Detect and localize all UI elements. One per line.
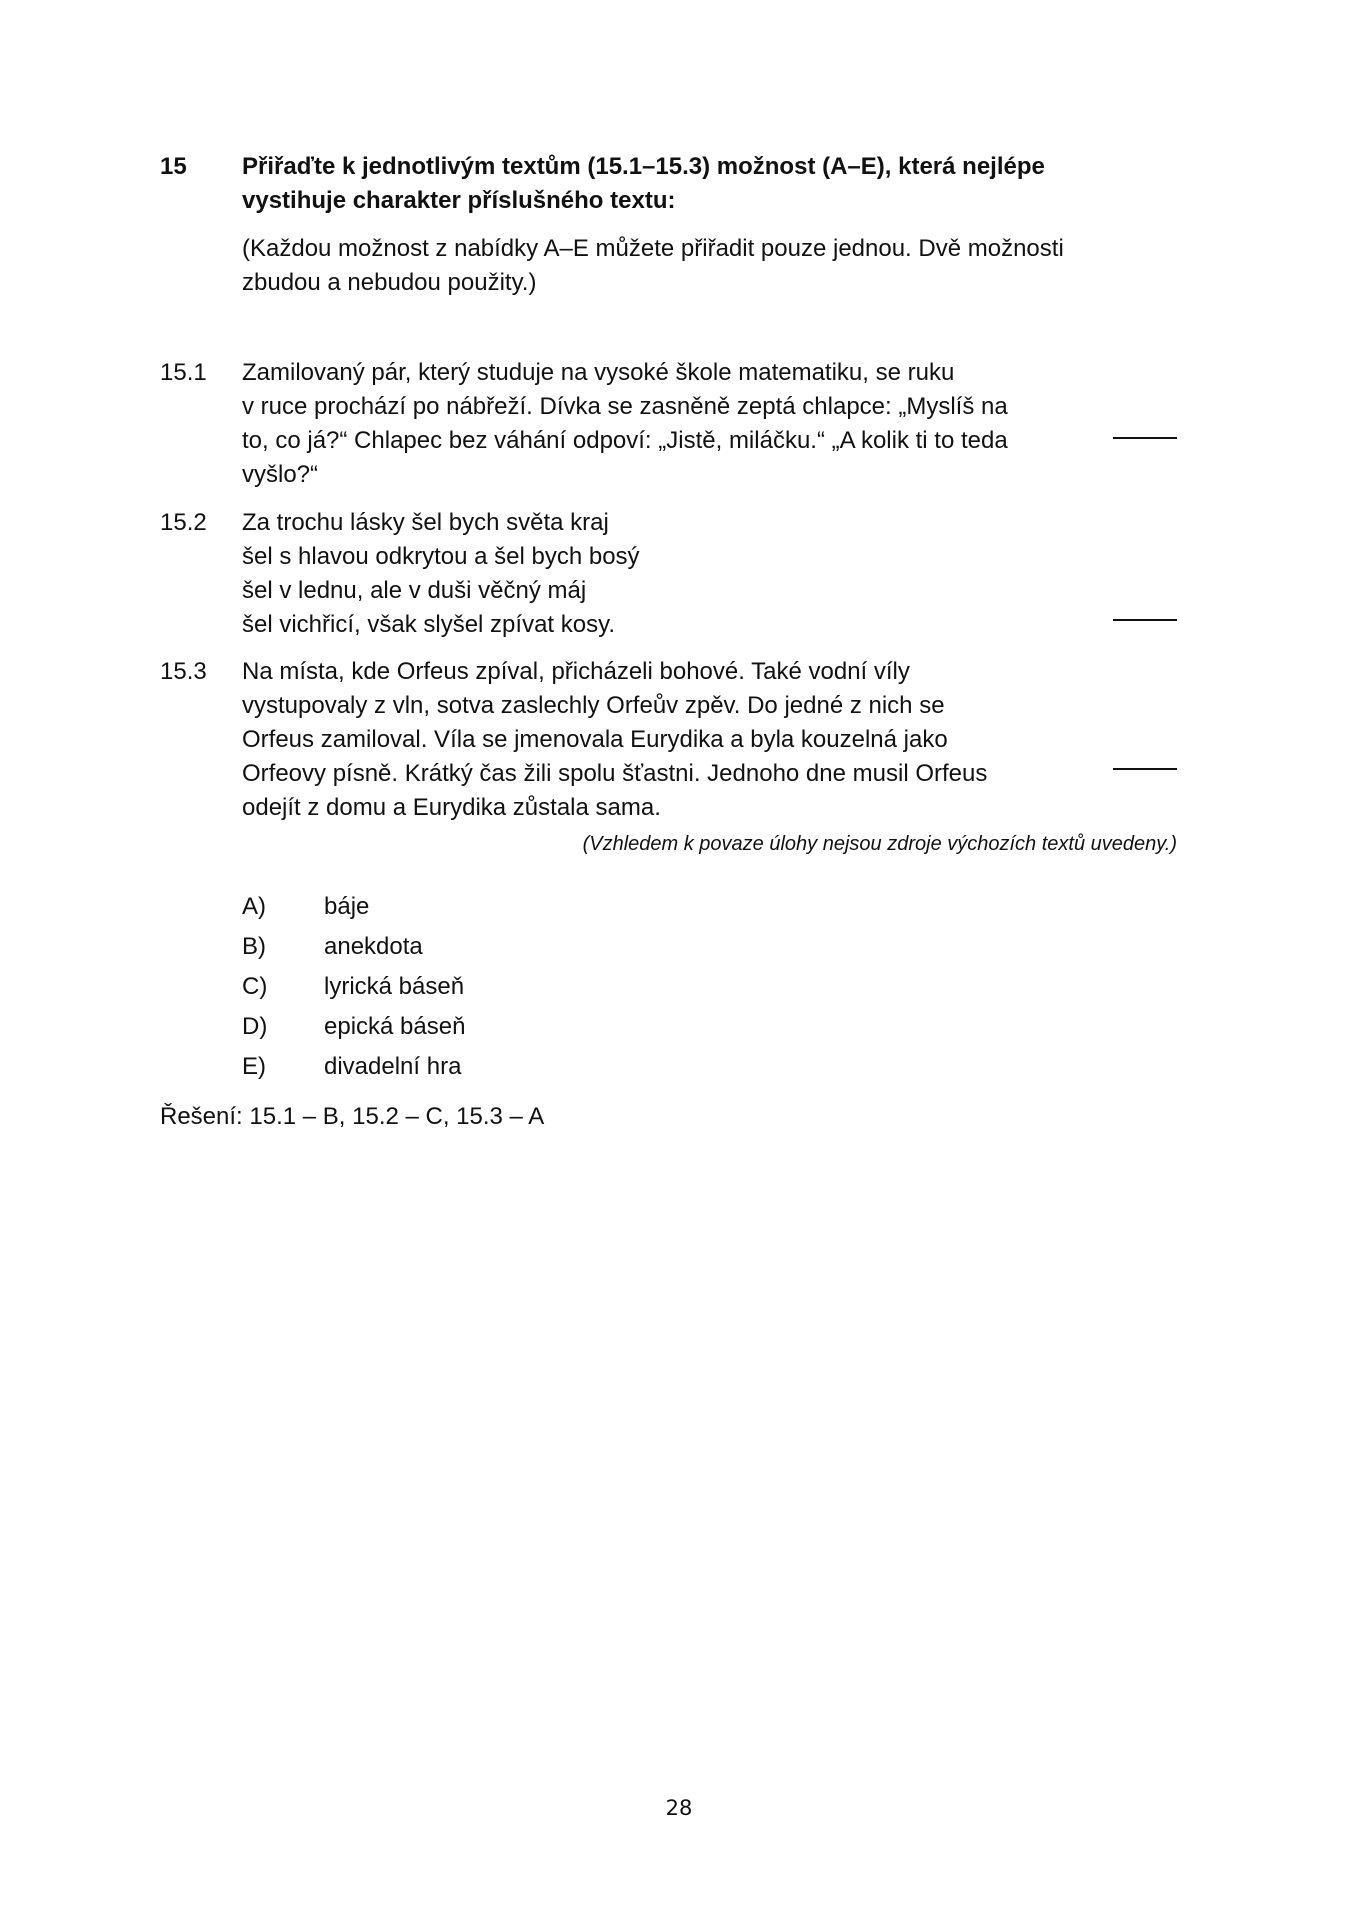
text-line: odejít z domu a Eurydika zůstala sama.	[242, 794, 661, 821]
text-line: vystupovaly z vln, sotva zaslechly Orfeův zpěv. Do jedné z nich se	[242, 692, 945, 719]
item-text	[242, 506, 1072, 642]
text-line: Orfeus zamiloval. Víla se jmenovala Eurydika a byla kouzelná jako	[242, 726, 948, 753]
option-label: divadelní hra	[324, 1053, 462, 1080]
text-line: Za trochu lásky šel bych světa kraj	[242, 509, 609, 536]
option-label: anekdota	[324, 933, 423, 960]
text-line: Orfeovy písně. Krátký čas žili spolu šťastni. Jednoho dne musil Orfeus	[242, 760, 988, 787]
answer-blank-15-1[interactable]	[1113, 437, 1177, 439]
task-note: (Každou možnost z nabídky A–E můžete přiřadit pouze jednou. Dvě možnosti zbudou a nebudou použity.)	[242, 235, 1064, 296]
option-e	[242, 1050, 742, 1090]
page-number: 28	[665, 1796, 693, 1820]
option-b	[242, 930, 742, 970]
text-line: v ruce prochází po nábřeží. Dívka se zasněně zeptá chlapce: „Myslíš na	[242, 393, 1008, 420]
item-text	[242, 655, 1072, 825]
option-letter: D)	[242, 1013, 268, 1040]
item-number: 15.1	[160, 359, 207, 386]
option-d	[242, 1010, 742, 1050]
option-c	[242, 970, 742, 1010]
source-note: (Vzhledem k povaze úlohy nejsou zdroje výchozích textů uvedeny.)	[582, 833, 1177, 855]
option-label: epická báseň	[324, 1013, 466, 1040]
text-line: Zamilovaný pár, který studuje na vysoké škole matematiku, se ruku	[242, 359, 955, 386]
option-a	[242, 890, 742, 930]
text-line: vyšlo?“	[242, 461, 319, 488]
option-label: báje	[324, 893, 370, 920]
option-letter: B)	[242, 933, 266, 960]
task-number: 15	[160, 153, 187, 180]
solution-text: Řešení: 15.1 – B, 15.2 – C, 15.3 – A	[160, 1103, 545, 1130]
task-instruction: Přiřaďte k jednotlivým textům (15.1–15.3) možnost (A–E), která nejlépe vystihuje charakter příslušného textu:	[242, 153, 1045, 214]
option-label: lyrická báseň	[324, 973, 465, 1000]
text-line: šel vichřicí, však slyšel zpívat kosy.	[242, 611, 615, 638]
text-line: Na místa, kde Orfeus zpíval, přicházeli bohové. Také vodní víly	[242, 658, 910, 685]
answer-blank-15-2[interactable]	[1113, 619, 1177, 621]
option-letter: A)	[242, 893, 266, 920]
item-text	[242, 356, 1072, 492]
option-letter: E)	[242, 1053, 266, 1080]
answer-options	[242, 890, 742, 1090]
text-line: to, co já?“ Chlapec bez váhání odpoví: „Jistě, miláčku.“ „A kolik ti to teda	[242, 427, 1008, 454]
item-number: 15.3	[160, 658, 207, 685]
text-line: šel s hlavou odkrytou a šel bych bosý	[242, 543, 640, 570]
answer-blank-15-3[interactable]	[1113, 768, 1177, 770]
text-line: šel v lednu, ale v duši věčný máj	[242, 577, 587, 604]
item-number: 15.2	[160, 509, 207, 536]
option-letter: C)	[242, 973, 268, 1000]
